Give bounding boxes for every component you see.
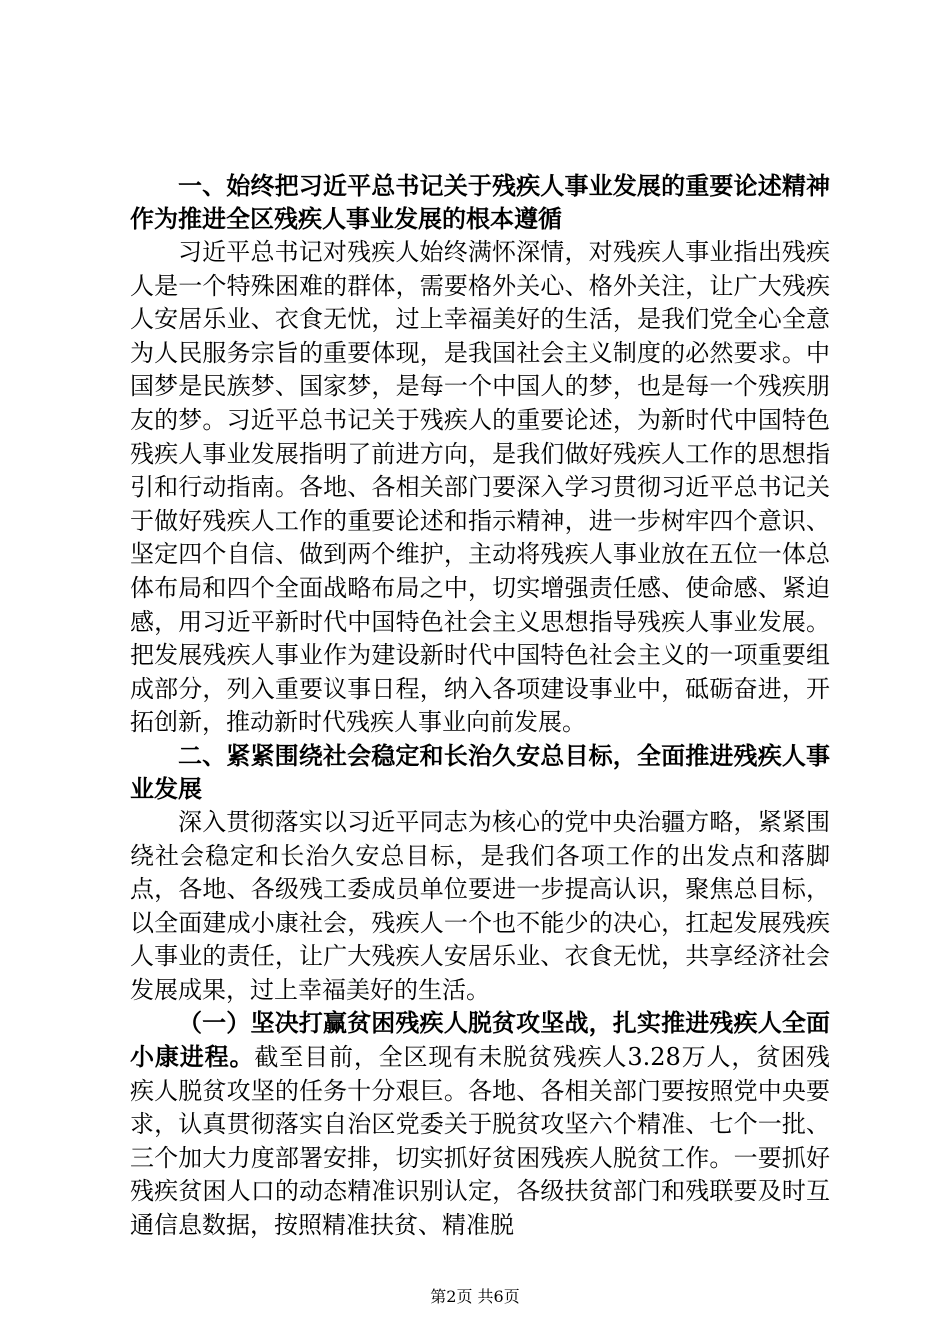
paragraph-3 (130, 1007, 830, 1242)
paragraph-2: 深入贯彻落实以习近平同志为核心的党中央治疆方略，紧紧围绕社会稳定和长治久安总目标，是我们各项工作的出发点和落脚点，各地、各级残工委成员单位要进一步提高认识，聚焦总目标，以全面建成小康社会，残疾人一个也不能少的决心，扛起发展残疾人事业的责任，让广大残疾人安居乐业、衣食无忧，共享经济社会发展成果，过上幸福美好的生活。 (130, 807, 830, 1004)
section-heading-2: 二、紧紧围绕社会稳定和长治久安总目标，全面推进残疾人事业发展 (130, 741, 830, 803)
document-body (130, 170, 830, 1243)
paragraph-3-lead: （一）坚决打赢贫困残疾人脱贫攻坚战，扎实推进残疾人全面小康进程。 (130, 1009, 830, 1072)
section-heading-1: 一、始终把习近平总书记关于残疾人事业发展的重要论述精神作为推进全区残疾人事业发展的根本遵循 (130, 172, 830, 233)
page-number: 第2页 共6页 (430, 1287, 520, 1306)
paragraph-1: 习近平总书记对残疾人始终满怀深情，对残疾人事业指出残疾人是一个特殊困难的群体，需要格外关心、格外关注，让广大残疾人安居乐业、衣食无忧，过上幸福美好的生活，是我们党全心全意为人民服务宗旨的重要体现，是我国社会主义制度的必然要求。中国梦是民族梦、国家梦，是每一个中国人的梦，也是每一个残疾朋友的梦。习近平总书记关于残疾人的重要论述，为新时代中国特色残疾人事业发展指明了前进方向，是我们做好残疾人工作的思想指引和行动指南。各地、各相关部门要深入学习贯彻习近平总书记关于做好残疾人工作的重要论述和指示精神，进一步树牢四个意识、坚定四个自信、做到两个维护，主动将残疾人事业放在五位一体总体布局和四个全面战略布局之中，切实增强责任感、使命感、紧迫感，用习近平新时代中国特色社会主义思想指导残疾人事业发展。把发展残疾人事业作为建设新时代中国特色社会主义的一项重要组成部分，列入重要议事日程，纳入各项建设事业中，砥砺奋进，开拓创新，推动新时代残疾人事业向前发展。 (130, 238, 830, 737)
page-footer (0, 1287, 950, 1307)
paragraph-3-body: 截至目前，全区现有未脱贫残疾人3.28万人，贫困残疾人脱贫攻坚的任务十分艰巨。各地、各相关部门要按照党中央要求，认真贯彻落实自治区党委关于脱贫攻坚六个精准、七个一批、三个加大力度部署安排，切实抓好贫困残疾人脱贫工作。一要抓好残疾贫困人口的动态精准识别认定，各级扶贫部门和残联要及时互通信息数据，按照精准扶贫、精准脱 (130, 1043, 831, 1240)
